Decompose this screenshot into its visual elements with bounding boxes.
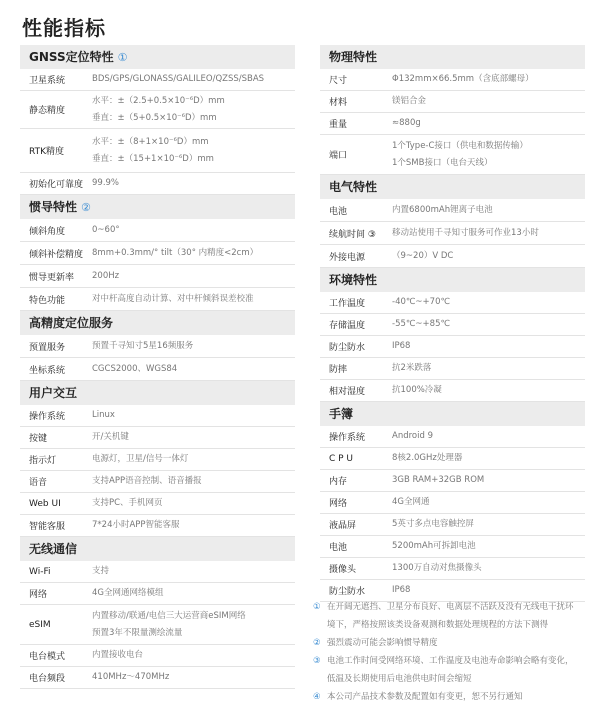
spec-value-line: 1个Type-C接口（供电和数据传输） <box>392 140 528 151</box>
footnote-line: 低温及长期使用后电池供电时间会缩短 <box>327 674 472 684</box>
spec-value <box>392 494 430 511</box>
spec-row <box>320 292 585 314</box>
spec-value-line: 支持PC、手机网页 <box>92 498 163 508</box>
spec-label: 外接电源 <box>329 252 366 263</box>
spec-label: RTK精度 <box>29 147 64 157</box>
spec-label: 防尘防水 <box>329 343 366 353</box>
spec-label: 摄像头 <box>329 565 357 575</box>
spec-value-line: 5英寸多点电容触控屏 <box>392 519 474 529</box>
spec-value <box>392 138 528 172</box>
spec-value-line: Φ132mm×66.5mm（含底部螺母） <box>392 74 534 84</box>
spec-value <box>392 382 442 399</box>
spec-label: 网络 <box>29 590 48 600</box>
spec-value-line: 1300万自动对焦摄像头 <box>392 563 482 573</box>
spec-row <box>320 336 585 358</box>
spec-row <box>20 561 295 583</box>
spec-value-line: 5200mAh可拆卸电池 <box>392 541 476 551</box>
spec-row <box>320 536 585 558</box>
spec-value-line: 0~60° <box>92 224 120 235</box>
spec-label: 电台模式 <box>29 652 66 662</box>
spec-value-line: 对中杆高度自动计算、对中杆倾斜误差校准 <box>92 293 254 304</box>
section-header <box>320 175 585 199</box>
spec-value <box>92 71 264 88</box>
spec-label: 端口 <box>329 151 348 161</box>
spec-row <box>20 358 295 381</box>
footnote-marker: ④ <box>313 692 321 702</box>
footnote-line: 本公司产品技术参数及配置如有变更，恕不另行通知 <box>327 692 523 702</box>
spec-label: 倾斜角度 <box>29 226 66 237</box>
spec-value-line: 抗2米跌落 <box>392 363 432 373</box>
spec-label: 卫星系统 <box>29 76 66 86</box>
spec-value-line: （9~20）V DC <box>392 250 454 261</box>
spec-row <box>20 493 295 515</box>
section-title: 环境特性 <box>329 273 378 287</box>
spec-value <box>92 495 163 512</box>
spec-value-line: 3GB RAM+32GB ROM <box>392 475 485 485</box>
spec-value <box>92 585 164 602</box>
spec-value-line: 预置千寻知寸5星16频服务 <box>92 340 194 351</box>
spec-value-line: 200Hz <box>92 270 120 281</box>
spec-value <box>392 582 410 599</box>
section-title: 高精度定位服务 <box>29 316 114 330</box>
section-header <box>320 402 585 426</box>
spec-value <box>392 71 534 88</box>
page-title: 性能指标 <box>22 16 106 40</box>
spec-row <box>320 199 585 222</box>
spec-row <box>20 583 295 605</box>
spec-label: 重量 <box>329 120 348 130</box>
section-title: 手簿 <box>329 407 354 421</box>
footnote-line: 在开阔无遮挡、卫星分布良好、电离层不活跃及没有无线电干扰环 <box>327 602 574 612</box>
footnote-line: 电池工作时间受网络环境、工作温度及电池寿命影响会略有变化， <box>327 656 574 666</box>
spec-value-line: 移动站使用千寻知寸服务可作业13小时 <box>392 227 539 238</box>
spec-value-line: IP68 <box>392 585 411 595</box>
spec-value <box>92 647 143 664</box>
spec-row <box>20 129 295 173</box>
spec-label: 静态精度 <box>29 106 66 116</box>
spec-value-line: 8核2.0GHz处理器 <box>392 453 463 463</box>
spec-label: 相对湿度 <box>329 387 366 397</box>
spec-row <box>320 358 585 380</box>
spec-label: 操作系统 <box>329 433 366 443</box>
spec-section <box>20 45 295 195</box>
spec-label: 网络 <box>329 499 348 509</box>
spec-value <box>392 450 462 467</box>
spec-value <box>392 294 450 311</box>
spec-value <box>392 316 450 333</box>
spec-value-line: 4G全网通网络模组 <box>92 588 164 598</box>
section-title: 电气特性 <box>329 180 378 194</box>
spec-row <box>320 314 585 336</box>
spec-row <box>20 219 295 242</box>
spec-value <box>92 361 177 378</box>
section-title: 物理特性 <box>329 50 378 64</box>
spec-value-line: IP68 <box>392 341 411 351</box>
spec-row <box>320 380 585 402</box>
spec-row <box>20 515 295 537</box>
section-header <box>320 268 585 292</box>
spec-section <box>320 45 585 175</box>
spec-value <box>392 516 474 533</box>
spec-value <box>392 248 453 265</box>
spec-row <box>20 427 295 449</box>
spec-row <box>320 448 585 470</box>
spec-row <box>20 405 295 427</box>
spec-value <box>92 222 120 239</box>
spec-value-line: 水平：±（8+1×10⁻⁶D）mm <box>92 136 209 147</box>
spec-value <box>92 563 109 580</box>
spec-row <box>20 91 295 129</box>
spec-label: 尺寸 <box>329 76 348 86</box>
right-spec-column <box>320 45 585 602</box>
section-header <box>20 195 295 219</box>
spec-value-line: 支持APP语音控制、语音播报 <box>92 476 202 486</box>
spec-value-line: 抗100%冷凝 <box>392 385 442 395</box>
spec-row <box>320 91 585 113</box>
spec-section <box>20 311 295 381</box>
spec-row <box>20 288 295 311</box>
spec-row <box>320 245 585 268</box>
spec-section <box>20 195 295 311</box>
spec-value-line: Linux <box>92 410 115 420</box>
footnote-line: 强烈震动可能会影响惯导精度 <box>327 638 438 648</box>
spec-value <box>92 669 169 686</box>
spec-value <box>392 338 410 355</box>
section-title: 惯导特性 <box>29 200 78 214</box>
spec-value-line: ≈880g <box>392 118 421 128</box>
spec-value <box>392 472 484 489</box>
spec-value-line: BDS/GPS/GLONASS/GALILEO/QZSS/SBAS <box>92 74 265 84</box>
spec-value <box>92 268 119 285</box>
spec-row <box>320 492 585 514</box>
spec-label: 按键 <box>29 434 48 444</box>
spec-value-line: 4G全网通 <box>392 497 430 507</box>
spec-label: 预置服务 <box>29 342 66 353</box>
footnote-text <box>327 634 438 652</box>
spec-value-line: CGCS2000、WGS84 <box>92 363 178 374</box>
section-header <box>20 381 295 405</box>
spec-label: 初始化可靠度 <box>29 180 84 190</box>
footnote-text <box>327 688 523 706</box>
spec-value <box>392 225 539 242</box>
spec-value <box>92 245 258 262</box>
spec-value <box>92 175 119 192</box>
spec-row <box>320 222 585 245</box>
spec-value-line: 开/关机键 <box>92 432 129 442</box>
spec-value <box>92 608 246 642</box>
spec-value <box>392 115 421 132</box>
spec-value <box>392 428 433 445</box>
spec-label: 工作温度 <box>329 299 366 309</box>
spec-value-line: -55℃~+85℃ <box>392 319 451 329</box>
footnote-marker: ② <box>313 638 321 648</box>
spec-section <box>20 381 295 537</box>
spec-value <box>92 338 193 355</box>
footnote <box>313 634 588 652</box>
spec-label: Web UI <box>29 498 61 509</box>
spec-label: 智能客服 <box>29 522 66 532</box>
spec-value-line: 1个SMB接口（电台天线） <box>392 157 493 168</box>
section-title: GNSS定位特性 <box>29 50 114 64</box>
spec-section <box>320 402 585 602</box>
spec-row <box>20 173 295 195</box>
spec-row <box>20 242 295 265</box>
footnote <box>313 688 588 706</box>
section-title: 无线通信 <box>29 542 78 556</box>
spec-label: 语音 <box>29 478 48 488</box>
spec-row <box>20 605 295 645</box>
spec-value <box>92 517 180 534</box>
spec-value <box>92 291 254 308</box>
section-header <box>320 45 585 69</box>
spec-row <box>20 335 295 358</box>
section-header <box>20 45 295 69</box>
spec-row <box>20 645 295 667</box>
section-header <box>20 311 295 335</box>
spec-row <box>320 69 585 91</box>
spec-value-line: 垂直：±（15+1×10⁻⁶D）mm <box>92 153 214 164</box>
spec-value-line: 水平：±（2.5+0.5×10⁻⁶D）mm <box>92 95 225 106</box>
spec-section <box>320 268 585 402</box>
spec-value <box>392 538 476 555</box>
spec-value <box>92 93 225 127</box>
section-title: 用户交互 <box>29 386 78 400</box>
spec-value <box>392 93 426 110</box>
footnotes <box>313 598 588 706</box>
spec-label: C P U <box>329 453 354 464</box>
spec-label: 坐标系统 <box>29 365 66 376</box>
spec-row <box>320 113 585 135</box>
spec-value-line: 7*24小时APP智能客服 <box>92 520 180 530</box>
spec-value <box>92 429 129 446</box>
spec-value-line: 内置移动/联通/电信三大运营商eSIM网络 <box>92 610 246 621</box>
spec-value-line: 99.9% <box>92 178 120 188</box>
spec-value <box>392 560 482 577</box>
footnote-marker: ① <box>313 602 321 612</box>
spec-row <box>20 449 295 471</box>
spec-value <box>92 473 202 490</box>
spec-value-line: 预置3年不限量测绘流量 <box>92 627 183 638</box>
spec-value-line: -40℃~+70℃ <box>392 297 451 307</box>
spec-label: eSIM <box>29 619 51 630</box>
spec-label: 操作系统 <box>29 412 66 422</box>
spec-row <box>20 667 295 689</box>
spec-value-line: Android 9 <box>392 431 433 441</box>
left-spec-column <box>20 45 295 689</box>
spec-label: 防尘防水 <box>329 587 366 597</box>
spec-label: 电池 <box>329 206 348 217</box>
spec-label: 内存 <box>329 477 348 487</box>
section-note-marker: ② <box>81 201 91 214</box>
spec-value-line: 8mm+0.3mm/° tilt（30° 内精度<2cm） <box>92 247 259 258</box>
spec-label: 惯导更新率 <box>29 272 75 283</box>
spec-value <box>392 202 493 219</box>
spec-row <box>20 265 295 288</box>
spec-section <box>20 537 295 689</box>
spec-label: 倾斜补偿精度 <box>29 249 84 260</box>
spec-label: 电池 <box>329 543 348 553</box>
spec-row <box>20 471 295 493</box>
footnote-text <box>327 652 574 688</box>
spec-row <box>20 69 295 91</box>
spec-label: 材料 <box>329 98 348 108</box>
footnote-text <box>327 598 574 634</box>
spec-row <box>320 558 585 580</box>
spec-value-line: 镁铝合金 <box>392 96 427 106</box>
spec-value <box>92 407 115 424</box>
section-header <box>20 537 295 561</box>
spec-value-line: 电源灯，卫星/信号一体灯 <box>92 454 189 464</box>
footnote <box>313 598 588 634</box>
spec-label: 特色功能 <box>29 295 66 306</box>
spec-label: Wi-Fi <box>29 566 51 577</box>
section-note-marker: ① <box>117 51 128 64</box>
spec-value-line: 内置6800mAh锂离子电池 <box>392 204 493 215</box>
spec-label: 存储温度 <box>329 321 366 331</box>
spec-label: 液晶屏 <box>329 521 357 531</box>
spec-row <box>320 135 585 175</box>
footnote <box>313 652 588 688</box>
spec-label: 防摔 <box>329 365 348 375</box>
spec-row <box>320 514 585 536</box>
spec-row <box>320 470 585 492</box>
spec-label: 指示灯 <box>29 456 57 466</box>
footnote-marker: ③ <box>313 656 321 666</box>
spec-value-line: 垂直：±（5+0.5×10⁻⁶D）mm <box>92 112 217 123</box>
spec-value-line: 支持 <box>92 566 110 576</box>
spec-label: 电台频段 <box>29 674 66 684</box>
spec-value-line: 410MHz～470MHz <box>92 672 170 682</box>
spec-row <box>320 426 585 448</box>
spec-value <box>392 360 431 377</box>
spec-value-line: 内置接收电台 <box>92 650 144 660</box>
spec-value <box>92 134 214 168</box>
spec-value <box>92 451 188 468</box>
spec-label: 续航时间 ③ <box>329 229 376 240</box>
footnote-line: 境下，严格按照该类设备观测和数据处理规程的方法下测得 <box>327 620 549 630</box>
spec-section <box>320 175 585 268</box>
